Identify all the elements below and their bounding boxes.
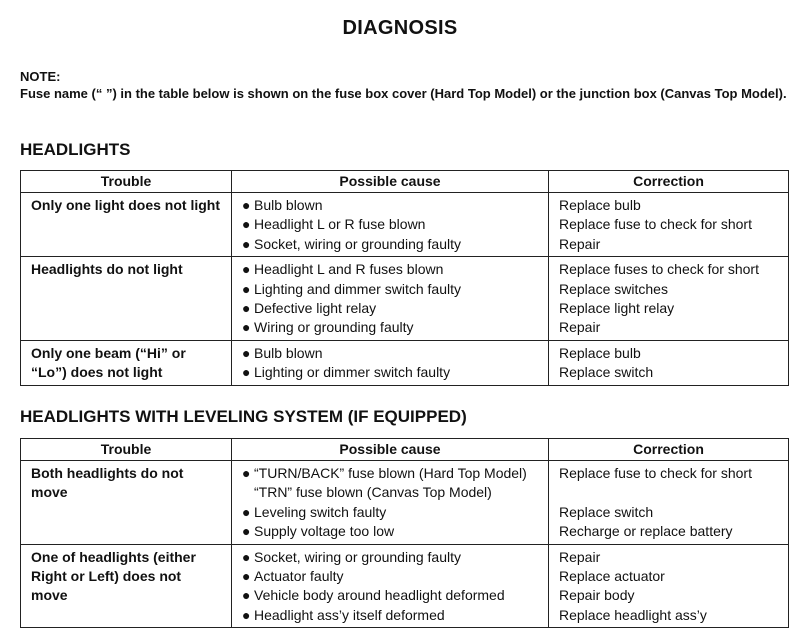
correction-item: Repair xyxy=(559,319,601,336)
cause-continuation: “TRN” fuse blown (Canvas Top Model) xyxy=(254,484,492,501)
trouble-cell: Only one light does not light xyxy=(21,193,232,257)
cause-text: Wiring or grounding faulty xyxy=(254,319,414,336)
cause-text: Bulb blown xyxy=(254,197,323,213)
table-row xyxy=(21,193,789,257)
correction-item: Repair xyxy=(559,548,601,565)
cause-cell xyxy=(232,257,549,341)
cause-item xyxy=(242,548,538,567)
bullet-icon: ● xyxy=(242,261,251,278)
bullet-icon: ● xyxy=(242,587,251,604)
cause-text: Socket, wiring or grounding faulty xyxy=(254,548,461,565)
correction-cell xyxy=(549,340,789,385)
cause-item xyxy=(242,363,538,382)
cause-item xyxy=(242,464,538,483)
cause-text: Actuator faulty xyxy=(254,568,344,585)
cause-item xyxy=(242,586,538,605)
bullet-icon: ● xyxy=(242,344,251,361)
cause-cell xyxy=(232,193,549,257)
correction-item: Replace headlight ass’y xyxy=(559,606,707,623)
headlights-table xyxy=(20,170,789,386)
correction-spacer xyxy=(559,483,778,502)
cause-text: Headlight L and R fuses blown xyxy=(254,261,444,278)
header-correction: Correction xyxy=(549,171,789,193)
cause-item xyxy=(242,606,538,625)
cause-text: Lighting and dimmer switch faulty xyxy=(254,280,461,297)
table-row xyxy=(21,544,789,628)
table-row xyxy=(21,340,789,385)
correction-item: Repair body xyxy=(559,587,635,604)
header-trouble: Trouble xyxy=(21,439,232,461)
bullet-icon: ● xyxy=(242,606,251,623)
correction-item: Replace fuse to check for short xyxy=(559,216,752,233)
header-possible-cause: Possible cause xyxy=(232,439,549,461)
cause-cell xyxy=(232,544,549,628)
correction-item: Replace light relay xyxy=(559,300,675,317)
table-row xyxy=(21,461,789,545)
cause-text: Socket, wiring or grounding faulty xyxy=(254,235,461,252)
cause-text: Lighting or dimmer switch faulty xyxy=(254,364,451,381)
header-correction: Correction xyxy=(549,439,789,461)
bullet-icon: ● xyxy=(242,280,251,297)
correction-cell xyxy=(549,461,789,545)
table-header-row xyxy=(21,439,789,461)
cause-text: “TURN/BACK” fuse blown (Hard Top Model) xyxy=(254,465,527,481)
correction-item: Replace actuator xyxy=(559,568,665,585)
correction-item: Replace bulb xyxy=(559,344,641,361)
correction-item: Recharge or replace battery xyxy=(559,523,733,540)
cause-item xyxy=(242,260,538,279)
bullet-icon: ● xyxy=(242,568,251,585)
correction-cell xyxy=(549,257,789,341)
cause-text: Vehicle body around headlight deformed xyxy=(254,587,505,604)
cause-item xyxy=(242,299,538,318)
bullet-icon: ● xyxy=(242,319,251,336)
bullet-icon: ● xyxy=(242,503,251,520)
correction-cell xyxy=(549,544,789,628)
trouble-cell: Headlights do not light xyxy=(21,257,232,341)
cause-cell xyxy=(232,340,549,385)
correction-item: Repair xyxy=(559,235,601,252)
correction-item: Replace switches xyxy=(559,280,668,297)
bullet-icon: ● xyxy=(242,523,251,540)
note-block xyxy=(20,68,790,102)
bullet-icon: ● xyxy=(242,465,251,481)
header-possible-cause: Possible cause xyxy=(232,171,549,193)
trouble-cell: One of headlights (either Right or Left) does not move xyxy=(21,544,232,628)
cause-item xyxy=(242,344,538,363)
correction-item: Replace fuses to check for short xyxy=(559,261,759,278)
correction-item: Replace bulb xyxy=(559,197,641,213)
bullet-icon: ● xyxy=(242,235,251,252)
trouble-cell: Only one beam (“Hi” or “Lo”) does not light xyxy=(21,340,232,385)
correction-item: Replace switch xyxy=(559,503,654,520)
cause-item xyxy=(242,280,538,299)
cause-item xyxy=(242,196,538,215)
section-heading-leveling-system: HEADLIGHTS WITH LEVELING SYSTEM (IF EQUIPPED) xyxy=(20,407,467,426)
leveling-system-table xyxy=(20,438,789,628)
trouble-cell: Both headlights do not move xyxy=(21,461,232,545)
table-row xyxy=(21,257,789,341)
cause-item xyxy=(242,215,538,234)
note-label: NOTE: xyxy=(20,69,61,84)
cause-text: Bulb blown xyxy=(254,344,323,361)
note-text: Fuse name (“ ”) in the table below is shown on the fuse box cover (Hard Top Model) or the junction box (Canvas Top Model). xyxy=(20,86,787,101)
cause-text: Headlight ass’y itself deformed xyxy=(254,606,445,623)
cause-item xyxy=(242,235,538,254)
cause-cell xyxy=(232,461,549,545)
cause-text: Headlight L or R fuse blown xyxy=(254,216,426,233)
cause-text: Leveling switch faulty xyxy=(254,503,387,520)
cause-item xyxy=(242,318,538,337)
table-header-row xyxy=(21,171,789,193)
cause-text: Supply voltage too low xyxy=(254,523,395,540)
bullet-icon: ● xyxy=(242,216,251,233)
bullet-icon: ● xyxy=(242,364,251,381)
bullet-icon: ● xyxy=(242,197,251,213)
bullet-icon: ● xyxy=(242,548,251,565)
cause-item xyxy=(242,522,538,541)
correction-item: Replace fuse to check for short xyxy=(559,465,752,481)
section-heading-headlights: HEADLIGHTS xyxy=(20,140,131,159)
bullet-icon: ● xyxy=(242,300,251,317)
correction-cell xyxy=(549,193,789,257)
correction-item: Replace switch xyxy=(559,364,654,381)
cause-text: Defective light relay xyxy=(254,300,377,317)
header-trouble: Trouble xyxy=(21,171,232,193)
cause-item xyxy=(242,503,538,522)
page-title: DIAGNOSIS xyxy=(342,17,458,39)
cause-item xyxy=(242,567,538,586)
